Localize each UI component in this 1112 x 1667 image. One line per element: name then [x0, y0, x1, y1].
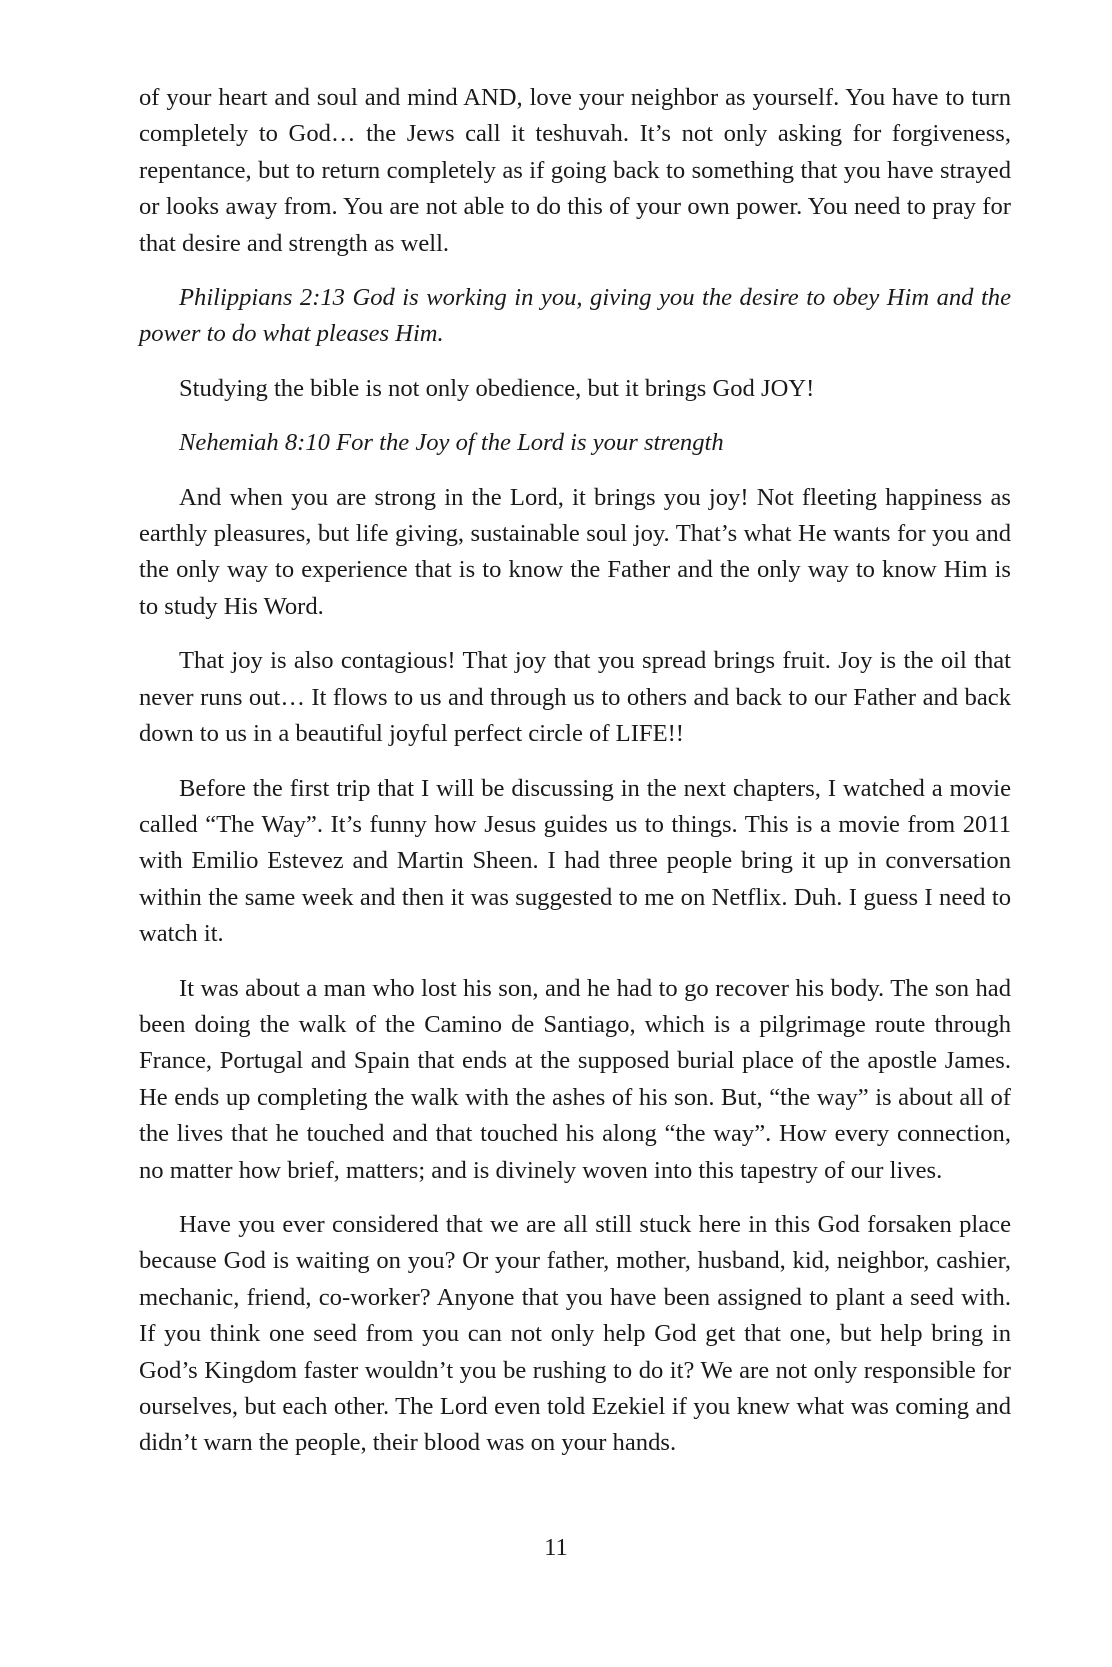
- paragraph-camino: It was about a man who lost his son, and he had to go recover his body. The son had been doing the walk of the Camino de Santiago, which is a pilgrimage route through France, Portugal and Spain that ends at the supposed burial place of the apostle James. He ends up completing the walk with the ashes of his son. But, “the way” is about all of the lives that he touched and that touched his along “the way”. How every connection, no matter how brief, matters; and is divinely woven into this tapestry of our lives.: [139, 974, 1011, 1184]
- paragraph-the-way-movie: Before the first trip that I will be discussing in the next chapters, I watched a movie called “The Way”. It’s funny how Jesus guides us to things. This is a movie from 2011 with Emilio Estevez and Martin Sheen. I had three people bring it up in conversation within the same week and then it was suggested to me on Netflix. Duh. I guess I need to watch it.: [139, 774, 1011, 948]
- body-text: [139, 80, 1011, 1480]
- scripture-quote-nehemiah: Nehemiah 8:10 For the Joy of the Lord is your strength: [179, 429, 724, 457]
- paragraph-joy-contagious: That joy is also contagious! That joy that you spread brings fruit. Joy is the oil that never runs out… It flows to us and through us to others and back to our Father and back down to us in a beautiful joyful perfect circle of LIFE!!: [139, 647, 1011, 748]
- paragraph-continuation: of your heart and soul and mind AND, love your neighbor as yourself. You have to turn completely to God… the Jews call it teshuvah. It’s not only asking for forgiveness, repentance, but to return completely as if going back to something that you have strayed or looks away from. You are not able to do this of your own power. You need to pray for that desire and strength as well.: [139, 84, 1011, 257]
- paragraph-strong-in-lord: And when you are strong in the Lord, it brings you joy! Not fleeting happiness as earthly pleasures, but life giving, sustainable soul joy. That’s what He wants for you and the only way to experience that is to know the Father and the only way to know Him is to study His Word.: [139, 483, 1011, 620]
- scripture-quote-philippians: Philippians 2:13 God is working in you, giving you the desire to obey Him and the power to do what pleases Him.: [139, 284, 1011, 348]
- paragraph-studying-bible: Studying the bible is not only obedience, but it brings God JOY!: [179, 374, 815, 402]
- paragraph-considered: Have you ever considered that we are all still stuck here in this God forsaken place because God is waiting on you? Or your father, mother, husband, kid, neighbor, cashier, mechanic, friend, co-worker? Anyone that you have been assigned to plant a seed with. If you think one seed from you can not only help God get that one, but help bring in God’s Kingdom faster wouldn’t you be rushing to do it? We are not only responsible for ourselves, but each other. The Lord even told Ezekiel if you knew what was coming and didn’t warn the people, their blood was on your hands.: [139, 1210, 1011, 1457]
- page-number: 11: [544, 1534, 568, 1561]
